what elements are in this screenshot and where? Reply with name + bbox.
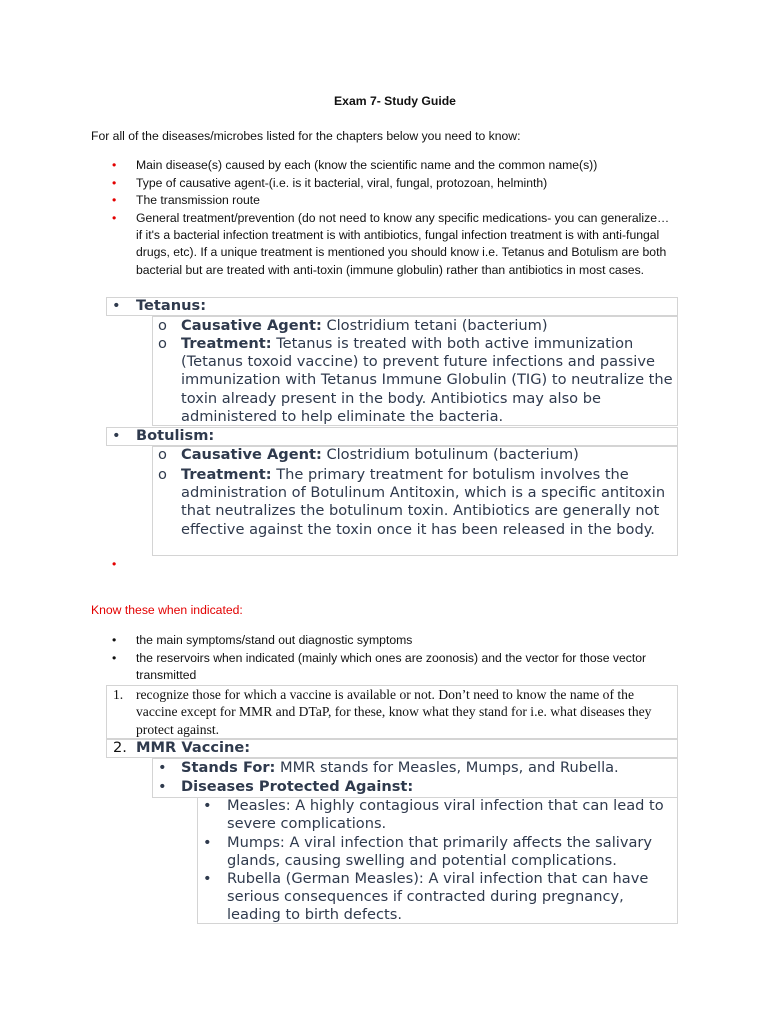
botulism-heading: Botulism: <box>136 427 215 444</box>
bullet-icon: • <box>112 651 117 665</box>
list-item: the reservoirs when indicated (mainly which ones are zoonosis) and the vector for those vector transmitted <box>136 651 647 683</box>
intro-paragraph: For all of the diseases/microbes listed for the chapters below you need to know: <box>91 129 521 143</box>
list-item: Main disease(s) caused by each (know the scientific name and the common name(s)) <box>136 158 598 172</box>
tetanus-treatment <box>181 335 676 426</box>
botulism-agent <box>181 446 676 464</box>
list-item: The transmission route <box>136 193 260 207</box>
botulism-agent-value: Clostridium botulinum (bacterium) <box>326 446 579 463</box>
list-item: General treatment/prevention (do not need to know any specific medications- you can generalize…if it's a bacterial infection treatment is with antibiotics, fungal infection treatment is with anti-fungal drugs, etc). If a unique treatment is mentioned you should know i.e. Tetanus and Botulism are both bacterial but are treated with anti-toxin (immune globulin) rather than antibiotics in most cases. <box>136 211 670 277</box>
bullet-icon: • <box>112 427 121 444</box>
disease-item: Rubella (German Measles): A viral infection that can have serious consequences if contracted during pregnancy, leading to birth defects. <box>227 870 649 924</box>
botulism-treatment-label: Treatment: <box>181 466 272 483</box>
botulism-treatment <box>181 466 676 539</box>
numbered-item-1-number: 1. <box>113 687 124 702</box>
tetanus-agent-label: Causative Agent: <box>181 317 322 334</box>
list-item: Type of causative agent-(i.e. is it bacterial, viral, fungal, protozoan, helminth) <box>136 176 548 190</box>
tetanus-treatment-value: Tetanus is treated with both active immunization (Tetanus toxoid vaccine) to prevent future infections and passive immunization with Tetanus Immune Globulin (TIG) to neutralize the toxin already present in the body. Antibiotics may also be administered to help eliminate the bacteria. <box>181 335 673 425</box>
sub-sub-bullet-icon: • <box>203 797 212 814</box>
numbered-item-2-number: 2. <box>113 739 127 756</box>
botulism-agent-label: Causative Agent: <box>181 446 322 463</box>
bullet-icon: • <box>112 633 117 647</box>
tetanus-agent <box>181 317 676 335</box>
bullet-icon: • <box>112 297 121 314</box>
sub-bullet-icon: o <box>158 446 167 463</box>
mmr-stands-value: MMR stands for Measles, Mumps, and Rubella. <box>280 759 619 776</box>
tetanus-agent-value: Clostridium tetani (bacterium) <box>326 317 548 334</box>
disease-item: Mumps: A viral infection that primarily affects the salivary glands, causing swelling and potential complications. <box>227 834 653 870</box>
mmr-stands-label: Stands For: <box>181 759 276 776</box>
sub-sub-bullet-icon: • <box>203 870 212 887</box>
numbered-item-1-text: recognize those for which a vaccine is available or not. Don’t need to know the name of the vaccine except for MMR and DTaP, for these, know what they stand for i.e. what diseases they protect against. <box>136 687 652 737</box>
sub-sub-bullet-icon: • <box>203 834 212 851</box>
list-item: the main symptoms/stand out diagnostic symptoms <box>136 633 413 647</box>
sub-bullet-icon: • <box>158 778 167 795</box>
mmr-stands-for <box>181 759 676 777</box>
mmr-diseases-label: Diseases Protected Against: <box>181 778 414 795</box>
bullet-icon: • <box>112 211 117 225</box>
tetanus-treatment-label: Treatment: <box>181 335 272 352</box>
mmr-heading: MMR Vaccine: <box>136 739 251 756</box>
botulism-treatment-value: The primary treatment for botulism involves the administration of Botulinum Antitoxin, which is a specific antitoxin that neutralizes the botulinum toxin. Antibiotics are generally not effective against the toxin once it has been released in the body. <box>181 466 666 538</box>
empty-bullet-icon: • <box>112 557 117 571</box>
indicated-heading: Know these when indicated: <box>91 603 243 617</box>
bullet-icon: • <box>112 176 117 190</box>
sub-bullet-icon: o <box>158 335 167 352</box>
bullet-icon: • <box>112 193 117 207</box>
sub-bullet-icon: o <box>158 466 167 483</box>
disease-item: Measles: A highly contagious viral infection that can lead to severe complications. <box>227 797 664 833</box>
sub-bullet-icon: • <box>158 759 167 776</box>
sub-bullet-icon: o <box>158 317 167 334</box>
bullet-icon: • <box>112 158 117 172</box>
page-title: Exam 7- Study Guide <box>334 94 456 108</box>
tetanus-heading: Tetanus: <box>136 297 207 314</box>
